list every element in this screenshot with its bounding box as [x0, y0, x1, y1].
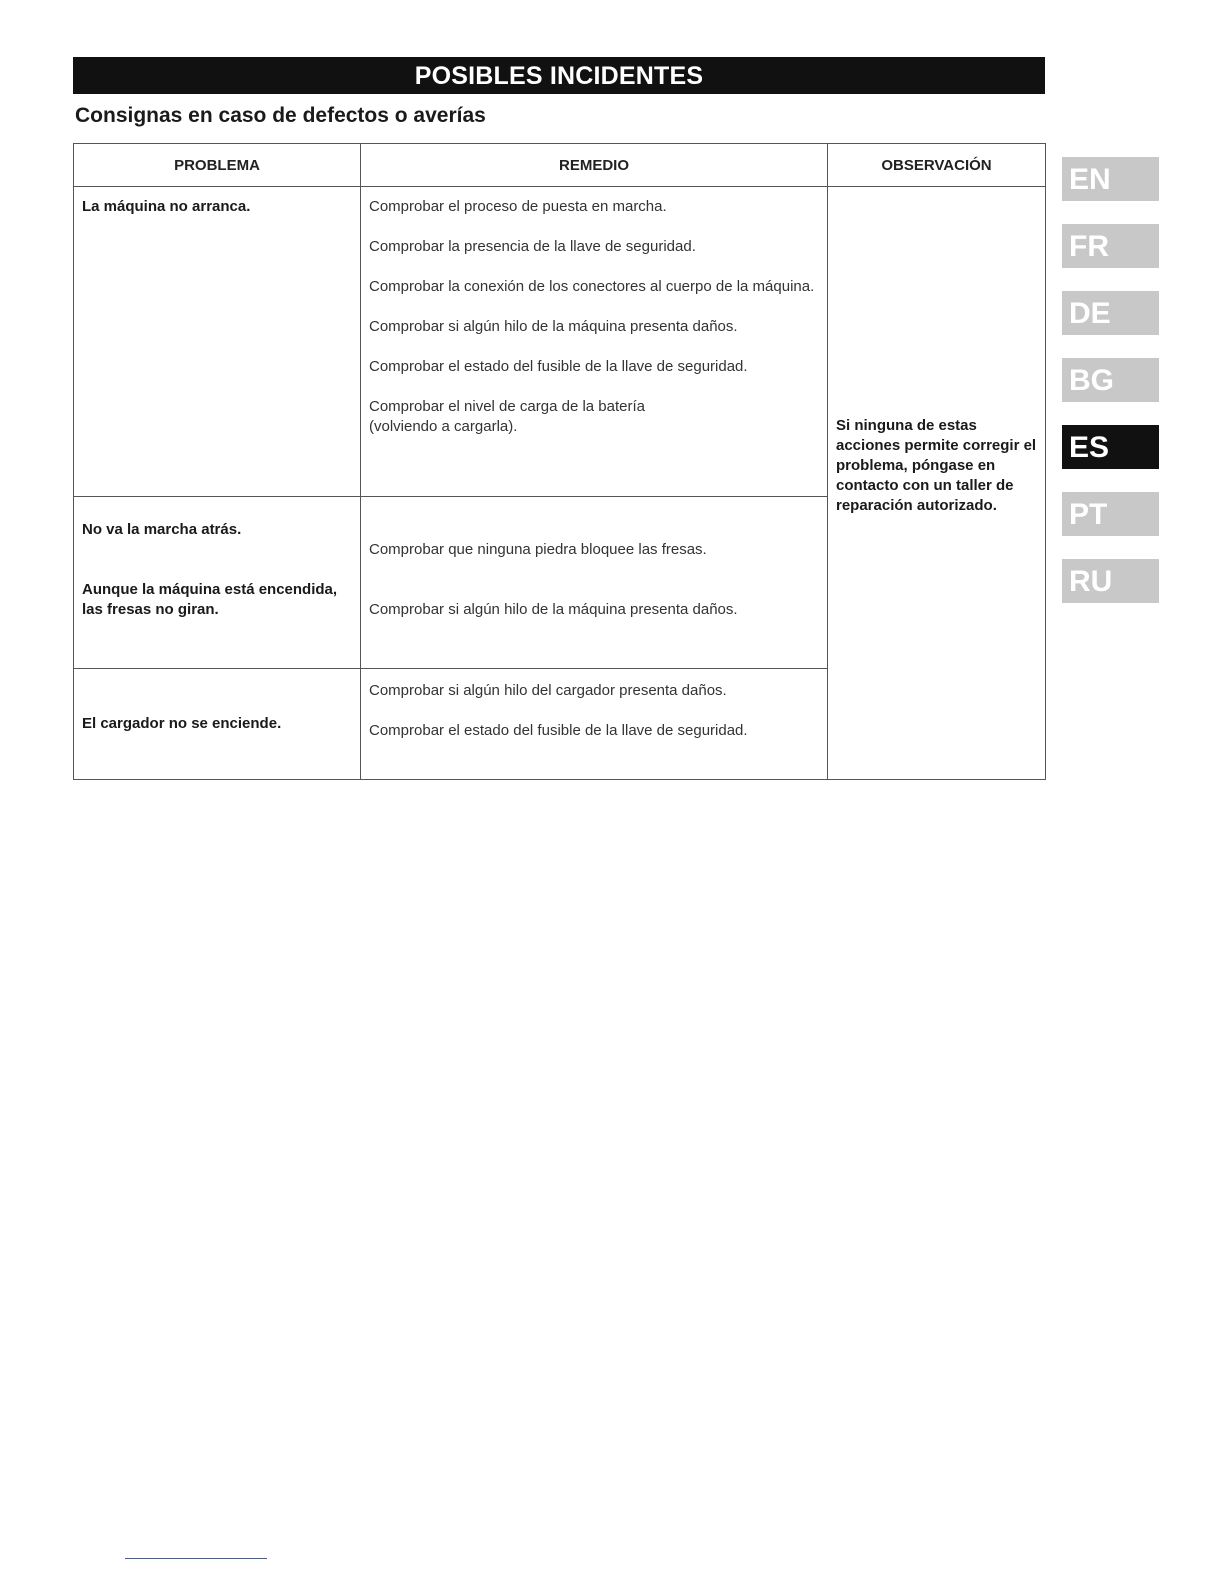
language-tab-de[interactable]: DE: [1062, 291, 1159, 335]
remedy-cell: [361, 187, 828, 497]
problem-text: El cargador no se enciende.: [82, 715, 282, 732]
remedy-cell: [361, 497, 828, 669]
remedy-text: Comprobar la presencia de la llave de seguridad.: [369, 238, 696, 255]
language-tab-pt[interactable]: PT: [1062, 492, 1159, 536]
problem-cell: [74, 497, 361, 669]
remedy-text: Comprobar la conexión de los conectores al cuerpo de la máquina.: [369, 278, 815, 295]
remedy-text: Comprobar si algún hilo del cargador presenta daños.: [369, 682, 727, 699]
language-tab-es[interactable]: ES: [1062, 425, 1159, 469]
column-header-observacion: OBSERVACIÓN: [828, 144, 1046, 187]
column-header-problema: PROBLEMA: [74, 144, 361, 187]
language-tab-bg[interactable]: BG: [1062, 358, 1159, 402]
column-header-remedio: REMEDIO: [361, 144, 828, 187]
remedy-text: Comprobar el estado del fusible de la llave de seguridad.: [369, 358, 748, 375]
problem-text: No va la marcha atrás.: [82, 521, 242, 538]
page-title-banner: [73, 57, 1045, 94]
observation-cell: [828, 187, 1046, 780]
language-tab-ru[interactable]: RU: [1062, 559, 1159, 603]
remedy-text: Comprobar que ninguna piedra bloquee las fresas.: [369, 541, 707, 558]
troubleshooting-table: [73, 143, 1046, 780]
footer-rule: [125, 1558, 267, 1559]
problem-text: La máquina no arranca.: [82, 198, 251, 215]
problem-cell: [74, 187, 361, 497]
table-row: [74, 187, 1046, 497]
table-header-row: [74, 144, 1046, 187]
page-title: POSIBLES INCIDENTES: [414, 62, 704, 90]
language-tab-fr[interactable]: FR: [1062, 224, 1159, 268]
remedy-text: Comprobar si algún hilo de la máquina presenta daños.: [369, 601, 738, 618]
remedy-text: Comprobar el nivel de carga de la batería (volviendo a cargarla).: [369, 398, 645, 435]
remedy-text: Comprobar si algún hilo de la máquina presenta daños.: [369, 318, 738, 335]
remedy-text: Comprobar el estado del fusible de la llave de seguridad.: [369, 722, 748, 739]
problem-cell: [74, 669, 361, 780]
problem-text: Aunque la máquina está encendida, las fresas no giran.: [82, 581, 338, 618]
section-subtitle: Consignas en caso de defectos o averías: [75, 104, 486, 127]
language-tab-en[interactable]: EN: [1062, 157, 1159, 201]
remedy-text: Comprobar el proceso de puesta en marcha.: [369, 198, 667, 215]
remedy-cell: [361, 669, 828, 780]
observation-text: Si ninguna de estas acciones permite corregir el problema, póngase en contacto con un taller de reparación autorizado.: [836, 416, 1037, 514]
